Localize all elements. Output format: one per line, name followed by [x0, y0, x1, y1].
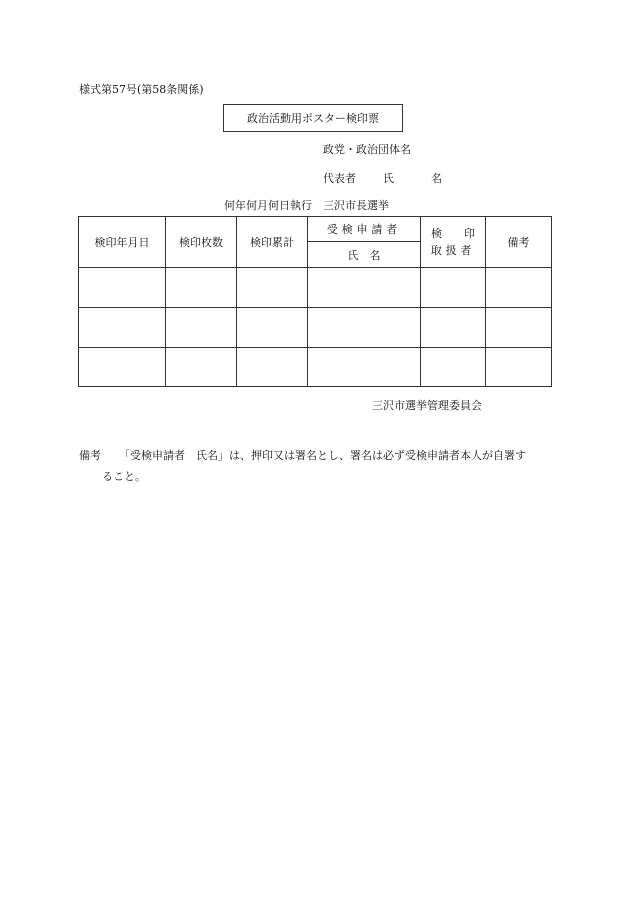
header-stamp-count: 検印枚数: [166, 217, 237, 268]
cell-applicant-name[interactable]: [308, 268, 421, 308]
cell-stamp-date[interactable]: [79, 348, 166, 387]
cell-handler[interactable]: [421, 268, 486, 308]
header-remarks: 備考: [486, 217, 552, 268]
header-stamp-total: 検印累計: [237, 217, 308, 268]
document-title: [223, 104, 403, 132]
cell-remarks[interactable]: [486, 308, 552, 348]
table-row: [79, 268, 552, 308]
cell-handler[interactable]: [421, 308, 486, 348]
election-committee-name: 三沢市選挙管理委員会: [372, 399, 482, 412]
cell-stamp-count[interactable]: [166, 348, 237, 387]
cell-stamp-date[interactable]: [79, 308, 166, 348]
header-applicant-name: 氏 名: [308, 242, 421, 268]
form-number: 様式第57号(第58条関係): [79, 83, 204, 96]
cell-stamp-date[interactable]: [79, 268, 166, 308]
header-stamp-date: 検印年月日: [79, 217, 166, 268]
cell-remarks[interactable]: [486, 348, 552, 387]
representative-label: 代表者: [323, 172, 356, 185]
table-row: [79, 348, 552, 387]
cell-stamp-count[interactable]: [166, 268, 237, 308]
cell-stamp-total[interactable]: [237, 348, 308, 387]
note-text-line-2: ること。: [102, 470, 146, 483]
cell-stamp-total[interactable]: [237, 268, 308, 308]
election-execution-line: 何年何月何日執行 三沢市長選挙: [224, 199, 389, 212]
cell-stamp-count[interactable]: [166, 308, 237, 348]
cell-applicant-name[interactable]: [308, 308, 421, 348]
header-stamp-handler: [421, 217, 486, 268]
handler-label-line-2: 取扱者: [430, 244, 476, 257]
cell-applicant-name[interactable]: [308, 348, 421, 387]
header-applicant: 受検申請者: [308, 217, 421, 242]
cell-stamp-total[interactable]: [237, 308, 308, 348]
note-label: 備考: [79, 449, 101, 462]
stamp-record-table: [78, 216, 552, 387]
note-text-line-1: 「受検申請者 氏名」は、押印又は署名とし、署名は必ず受検申請者本人が自署す: [119, 449, 526, 462]
cell-handler[interactable]: [421, 348, 486, 387]
handler-label-part-2: 印: [464, 227, 475, 240]
party-name-label: 政党・政治団体名: [323, 143, 411, 156]
cell-remarks[interactable]: [486, 268, 552, 308]
representative-name-char-1: 氏: [383, 172, 394, 185]
handler-label-part-1: 検: [431, 227, 442, 240]
representative-name-char-2: 名: [431, 172, 442, 185]
document-title-text: 政治活動用ポスター検印票: [247, 112, 379, 125]
table-row: [79, 308, 552, 348]
